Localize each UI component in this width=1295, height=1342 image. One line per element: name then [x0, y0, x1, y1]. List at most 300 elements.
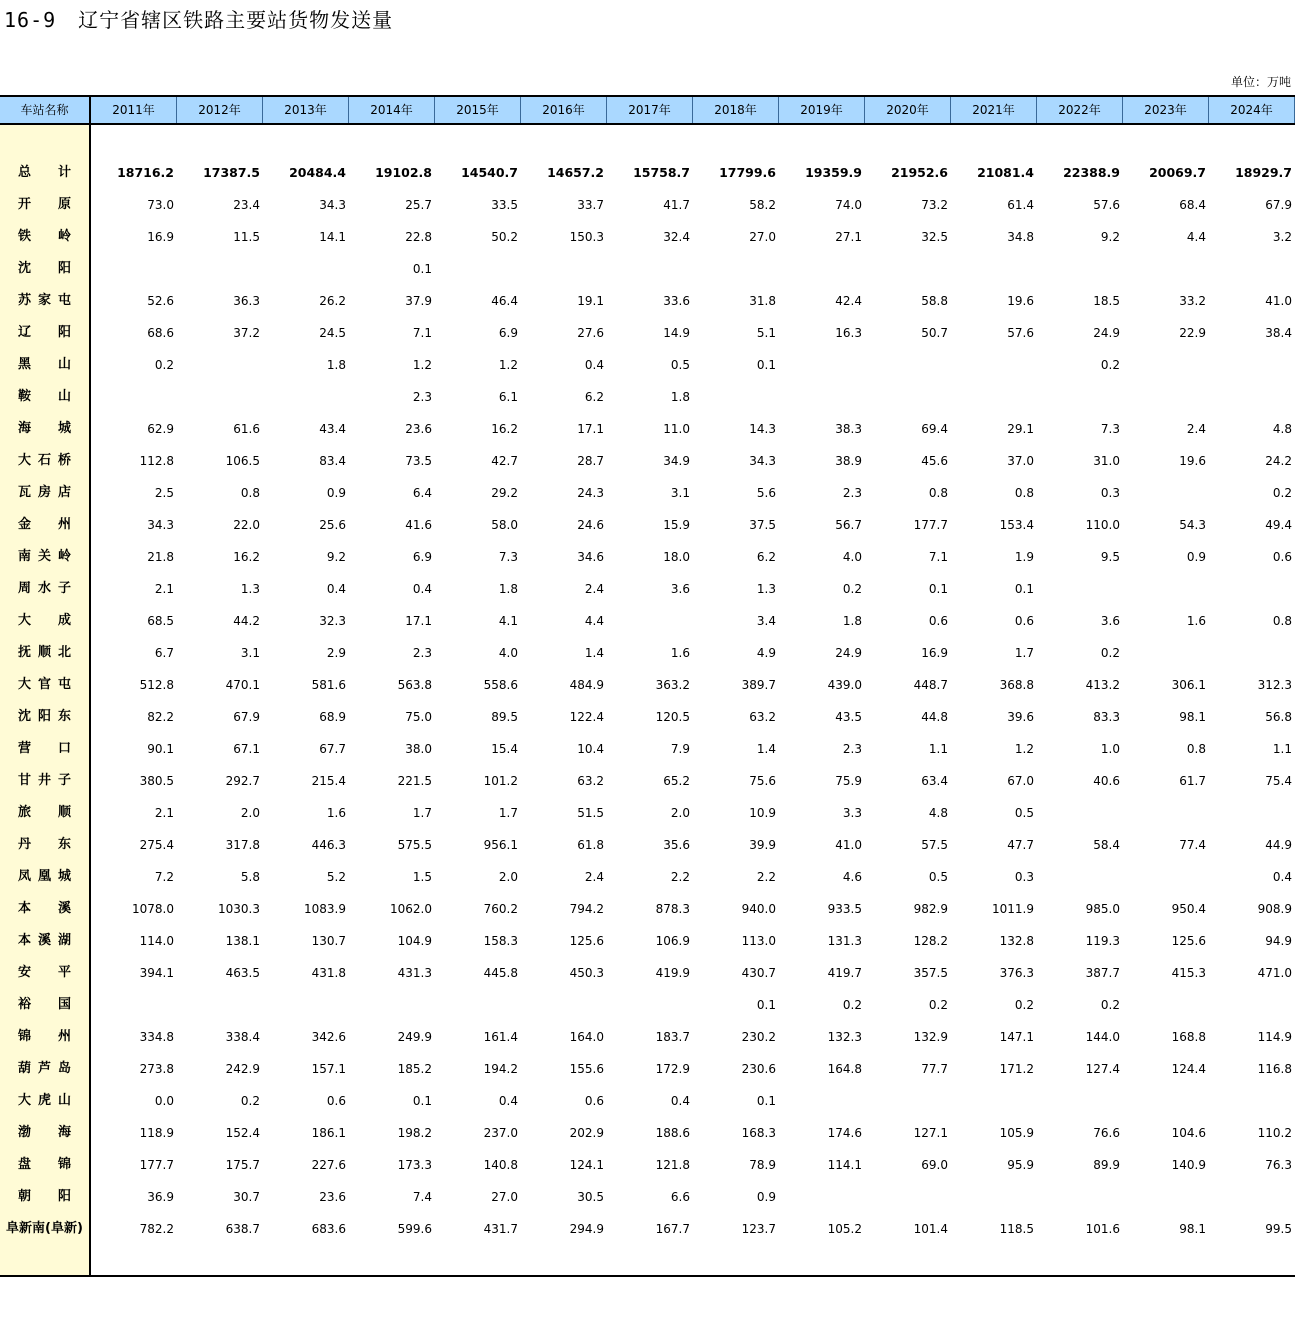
station-name: 铁 岭	[18, 229, 71, 244]
table-cell: 127.4	[1085, 1062, 1120, 1076]
table-cell: 35.6	[663, 838, 690, 852]
table-cell: 1062.0	[390, 902, 432, 916]
table-cell: 152.4	[225, 1126, 260, 1140]
table-cell: 1.3	[756, 582, 776, 596]
table-cell: 61.8	[577, 838, 604, 852]
table-cell: 273.8	[139, 1062, 174, 1076]
table-cell: 6.4	[412, 486, 432, 500]
table-cell: 1.0	[1100, 742, 1120, 756]
table-cell: 0.2	[1100, 998, 1120, 1012]
table-cell: 7.9	[670, 742, 690, 756]
table-cell: 342.6	[311, 1030, 346, 1044]
table-cell: 7.4	[412, 1190, 432, 1204]
table-cell: 9.2	[1100, 230, 1120, 244]
table-cell: 9.5	[1100, 550, 1120, 564]
table-cell: 215.4	[311, 774, 346, 788]
table-cell: 0.2	[1100, 358, 1120, 372]
table-cell: 112.8	[139, 454, 174, 468]
table-cell: 431.3	[397, 966, 432, 980]
table-cell: 128.2	[913, 934, 948, 948]
table-cell: 0.8	[928, 486, 948, 500]
table-row	[0, 285, 1295, 317]
table-cell: 0.8	[1186, 742, 1206, 756]
table-cell: 121.8	[655, 1158, 690, 1172]
table-cell: 194.2	[483, 1062, 518, 1076]
table-cell: 132.3	[827, 1030, 862, 1044]
table-cell: 104.6	[1171, 1126, 1206, 1140]
table-cell: 242.9	[225, 1062, 260, 1076]
table-cell: 36.9	[147, 1190, 174, 1204]
table-cell: 21081.4	[977, 165, 1034, 180]
table-cell: 1.2	[412, 358, 432, 372]
table-cell: 77.4	[1179, 838, 1206, 852]
table-cell: 41.0	[835, 838, 862, 852]
table-cell: 292.7	[225, 774, 260, 788]
table-cell: 164.0	[569, 1030, 604, 1044]
table-cell: 394.1	[139, 966, 174, 980]
table-cell: 6.6	[670, 1190, 690, 1204]
table-cell: 131.3	[827, 934, 862, 948]
table-cell: 158.3	[483, 934, 518, 948]
table-cell	[91, 989, 177, 1021]
table-cell: 0.6	[1272, 550, 1292, 564]
table-cell: 130.7	[311, 934, 346, 948]
table-row	[0, 413, 1295, 445]
table-cell: 16.2	[233, 550, 260, 564]
table-cell: 7.2	[154, 870, 174, 884]
table-cell: 124.1	[569, 1158, 604, 1172]
table-cell: 0.4	[1272, 870, 1292, 884]
table-cell: 41.6	[405, 518, 432, 532]
table-cell: 2.3	[842, 486, 862, 500]
station-name: 裕 国	[18, 997, 71, 1012]
table-cell: 16.2	[491, 422, 518, 436]
table-cell: 27.0	[749, 230, 776, 244]
table-cell: 177.7	[139, 1158, 174, 1172]
table-cell: 357.5	[913, 966, 948, 980]
table-cell: 118.5	[999, 1222, 1034, 1236]
table-cell: 58.4	[1093, 838, 1120, 852]
table-cell: 42.7	[491, 454, 518, 468]
table-cell: 61.4	[1007, 198, 1034, 212]
table-row	[0, 349, 1295, 381]
table-cell	[177, 989, 263, 1021]
table-cell: 19.6	[1007, 294, 1034, 308]
station-name: 周 水 子	[18, 581, 71, 596]
table-cell: 448.7	[913, 678, 948, 692]
table-row	[0, 701, 1295, 733]
station-name: 金 州	[18, 517, 71, 532]
table-cell: 125.6	[569, 934, 604, 948]
table-cell: 950.4	[1171, 902, 1206, 916]
table-cell: 75.9	[835, 774, 862, 788]
table-cell: 445.8	[483, 966, 518, 980]
table-row	[0, 893, 1295, 925]
table-cell: 28.7	[577, 454, 604, 468]
table-cell: 106.5	[225, 454, 260, 468]
table-cell: 20484.4	[289, 165, 346, 180]
table-cell: 10.9	[749, 806, 776, 820]
table-cell	[1037, 1181, 1123, 1213]
table-cell: 5.1	[756, 326, 776, 340]
table-cell: 312.3	[1257, 678, 1292, 692]
table-cell: 1.8	[842, 614, 862, 628]
table-cell: 782.2	[139, 1222, 174, 1236]
table-cell: 4.4	[1186, 230, 1206, 244]
table-cell: 558.6	[483, 678, 518, 692]
table-cell	[1209, 573, 1295, 605]
table-cell: 37.9	[405, 294, 432, 308]
table-cell: 123.7	[741, 1222, 776, 1236]
table-cell: 2.3	[412, 390, 432, 404]
table-cell: 30.7	[233, 1190, 260, 1204]
table-cell	[349, 989, 435, 1021]
table-cell: 75.6	[749, 774, 776, 788]
table-cell: 23.4	[233, 198, 260, 212]
table-cell: 168.3	[741, 1126, 776, 1140]
table-row	[0, 605, 1295, 637]
header-year: 2019年	[779, 97, 865, 123]
table-cell: 0.2	[928, 998, 948, 1012]
table-cell: 51.5	[577, 806, 604, 820]
table-cell: 57.6	[1093, 198, 1120, 212]
table-cell: 67.9	[1265, 198, 1292, 212]
table-cell	[1037, 1085, 1123, 1117]
table-cell: 94.9	[1265, 934, 1292, 948]
table-cell	[435, 989, 521, 1021]
station-name: 阜新南(阜新)	[6, 1221, 83, 1236]
station-name: 大 官 屯	[18, 677, 71, 692]
table-cell: 2.9	[326, 646, 346, 660]
page-title	[4, 4, 393, 33]
table-cell: 7.3	[1100, 422, 1120, 436]
table-cell: 67.9	[233, 710, 260, 724]
table-cell	[693, 253, 779, 285]
table-cell	[91, 381, 177, 413]
table-row	[0, 445, 1295, 477]
table-cell: 0.1	[412, 1094, 432, 1108]
table-cell: 683.6	[311, 1222, 346, 1236]
table-cell	[779, 1181, 865, 1213]
table-cell: 10.4	[577, 742, 604, 756]
header-year: 2015年	[435, 97, 521, 123]
table-cell: 31.0	[1093, 454, 1120, 468]
table-cell: 98.1	[1179, 710, 1206, 724]
table-cell: 6.2	[584, 390, 604, 404]
table-cell: 1078.0	[132, 902, 174, 916]
header-year: 2011年	[91, 97, 177, 123]
table-cell: 34.8	[1007, 230, 1034, 244]
table-cell: 68.9	[319, 710, 346, 724]
table-cell: 599.6	[397, 1222, 432, 1236]
station-name: 本 溪 湖	[18, 933, 71, 948]
table-cell: 116.8	[1257, 1062, 1292, 1076]
table-cell: 0.1	[756, 1094, 776, 1108]
station-name: 沈 阳	[18, 261, 71, 276]
table-cell: 26.2	[319, 294, 346, 308]
table-cell: 41.0	[1265, 294, 1292, 308]
table-cell: 49.4	[1265, 518, 1292, 532]
table-cell: 22388.9	[1063, 165, 1120, 180]
table-cell	[865, 381, 951, 413]
table-cell: 1.3	[240, 582, 260, 596]
table-cell: 2.1	[154, 806, 174, 820]
table-cell: 0.1	[756, 998, 776, 1012]
table-cell: 47.7	[1007, 838, 1034, 852]
table-cell: 1.1	[928, 742, 948, 756]
table-cell: 15758.7	[633, 165, 690, 180]
station-name: 大 成	[18, 613, 71, 628]
table-row	[0, 1053, 1295, 1085]
table-cell: 0.0	[154, 1094, 174, 1108]
table-cell: 61.7	[1179, 774, 1206, 788]
table-cell: 1.7	[1014, 646, 1034, 660]
table-cell: 0.3	[1014, 870, 1034, 884]
table-cell	[779, 253, 865, 285]
table-header	[0, 95, 1295, 125]
table-cell: 42.4	[835, 294, 862, 308]
table-row	[0, 317, 1295, 349]
table-cell: 431.8	[311, 966, 346, 980]
table-cell: 6.9	[412, 550, 432, 564]
table-cell: 132.8	[999, 934, 1034, 948]
header-year: 2017年	[607, 97, 693, 123]
table-cell: 249.9	[397, 1030, 432, 1044]
table-cell	[91, 253, 177, 285]
table-row	[0, 925, 1295, 957]
table-cell: 68.4	[1179, 198, 1206, 212]
table-cell: 153.4	[999, 518, 1034, 532]
table-cell: 65.2	[663, 774, 690, 788]
table-cell: 17387.5	[203, 165, 260, 180]
table-cell: 1.2	[1014, 742, 1034, 756]
table-cell: 0.8	[1272, 614, 1292, 628]
table-cell	[865, 349, 951, 381]
table-cell: 0.2	[1014, 998, 1034, 1012]
table-cell: 63.2	[577, 774, 604, 788]
table-cell: 956.1	[483, 838, 518, 852]
table-cell: 34.9	[663, 454, 690, 468]
table-cell: 120.5	[655, 710, 690, 724]
table-cell: 0.6	[1014, 614, 1034, 628]
table-cell: 0.6	[928, 614, 948, 628]
table-cell: 155.6	[569, 1062, 604, 1076]
table-number: 16-9	[4, 8, 57, 32]
table-cell: 1083.9	[304, 902, 346, 916]
table-cell: 1.7	[498, 806, 518, 820]
table-cell: 15.9	[663, 518, 690, 532]
table-cell: 306.1	[1171, 678, 1206, 692]
table-cell: 0.5	[670, 358, 690, 372]
table-cell: 4.8	[928, 806, 948, 820]
header-year: 2012年	[177, 97, 263, 123]
table-cell: 230.6	[741, 1062, 776, 1076]
table-cell: 471.0	[1257, 966, 1292, 980]
table-cell	[607, 253, 693, 285]
table-cell: 167.7	[655, 1222, 690, 1236]
table-cell: 16.9	[147, 230, 174, 244]
table-cell: 794.2	[569, 902, 604, 916]
station-name: 朝 阳	[18, 1189, 71, 1204]
table-cell: 0.2	[1272, 486, 1292, 500]
table-cell: 760.2	[483, 902, 518, 916]
table-cell: 34.3	[319, 198, 346, 212]
table-cell: 18716.2	[117, 165, 174, 180]
table-row	[0, 477, 1295, 509]
table-cell: 140.8	[483, 1158, 518, 1172]
table-cell: 0.5	[1014, 806, 1034, 820]
table-cell: 0.4	[670, 1094, 690, 1108]
table-row	[0, 669, 1295, 701]
table-cell	[263, 253, 349, 285]
table-cell: 83.3	[1093, 710, 1120, 724]
table-cell: 17.1	[577, 422, 604, 436]
table-cell: 39.9	[749, 838, 776, 852]
table-cell: 2.1	[154, 582, 174, 596]
table-cell: 75.0	[405, 710, 432, 724]
table-cell: 413.2	[1085, 678, 1120, 692]
table-cell: 0.6	[326, 1094, 346, 1108]
table-cell: 1030.3	[218, 902, 260, 916]
table-cell: 6.7	[154, 646, 174, 660]
table-cell: 101.4	[913, 1222, 948, 1236]
table-cell: 171.2	[999, 1062, 1034, 1076]
table-cell	[1123, 1181, 1209, 1213]
station-name: 凤 凰 城	[18, 869, 71, 884]
table-cell: 415.3	[1171, 966, 1206, 980]
table-cell: 22.8	[405, 230, 432, 244]
table-cell: 9.2	[326, 550, 346, 564]
table-cell: 439.0	[827, 678, 862, 692]
table-cell: 3.6	[670, 582, 690, 596]
table-cell: 74.0	[835, 198, 862, 212]
station-name: 大 虎 山	[18, 1093, 71, 1108]
table-cell: 33.7	[577, 198, 604, 212]
header-year: 2022年	[1037, 97, 1123, 123]
table-cell: 25.6	[319, 518, 346, 532]
table-cell: 431.7	[483, 1222, 518, 1236]
table-cell: 32.5	[921, 230, 948, 244]
table-cell: 19102.8	[375, 165, 432, 180]
table-cell: 21952.6	[891, 165, 948, 180]
table-cell: 44.2	[233, 614, 260, 628]
table-cell	[1123, 637, 1209, 669]
station-name: 苏 家 屯	[18, 293, 71, 308]
table-cell	[607, 605, 693, 637]
table-cell	[1037, 381, 1123, 413]
table-cell: 38.0	[405, 742, 432, 756]
table-cell: 50.2	[491, 230, 518, 244]
table-cell: 188.6	[655, 1126, 690, 1140]
table-cell: 11.0	[663, 422, 690, 436]
table-cell: 221.5	[397, 774, 432, 788]
table-cell: 2.4	[584, 582, 604, 596]
table-cell: 101.2	[483, 774, 518, 788]
table-cell: 1011.9	[992, 902, 1034, 916]
table-cell: 7.1	[928, 550, 948, 564]
table-cell: 16.9	[921, 646, 948, 660]
table-row	[0, 733, 1295, 765]
table-cell: 105.2	[827, 1222, 862, 1236]
table-cell: 2.2	[756, 870, 776, 884]
table-cell: 174.6	[827, 1126, 862, 1140]
table-cell: 77.7	[921, 1062, 948, 1076]
station-name: 海 城	[18, 421, 71, 436]
table-cell: 82.2	[147, 710, 174, 724]
table-cell: 38.9	[835, 454, 862, 468]
table-cell: 1.6	[670, 646, 690, 660]
table-cell: 0.4	[584, 358, 604, 372]
table-cell	[693, 381, 779, 413]
table-cell: 63.4	[921, 774, 948, 788]
table-cell: 75.4	[1265, 774, 1292, 788]
table-cell: 227.6	[311, 1158, 346, 1172]
table-cell: 33.6	[663, 294, 690, 308]
table-cell: 164.8	[827, 1062, 862, 1076]
header-year: 2018年	[693, 97, 779, 123]
table-cell: 132.9	[913, 1030, 948, 1044]
table-cell: 484.9	[569, 678, 604, 692]
table-cell: 150.3	[569, 230, 604, 244]
station-name: 大 石 桥	[18, 453, 71, 468]
header-year: 2020年	[865, 97, 951, 123]
table-cell: 27.1	[835, 230, 862, 244]
table-cell: 2.3	[412, 646, 432, 660]
table-cell: 419.7	[827, 966, 862, 980]
table-cell: 380.5	[139, 774, 174, 788]
table-cell: 33.5	[491, 198, 518, 212]
table-cell: 4.6	[842, 870, 862, 884]
table-row	[0, 989, 1295, 1021]
table-title: 辽宁省辖区铁路主要站货物发送量	[78, 8, 394, 32]
table-cell: 68.6	[147, 326, 174, 340]
table-cell: 147.1	[999, 1030, 1034, 1044]
table-cell: 29.1	[1007, 422, 1034, 436]
table-cell: 334.8	[139, 1030, 174, 1044]
table-row	[0, 797, 1295, 829]
table-cell: 6.1	[498, 390, 518, 404]
table-row	[0, 573, 1295, 605]
table-cell: 19359.9	[805, 165, 862, 180]
table-cell: 99.5	[1265, 1222, 1292, 1236]
table-cell: 0.1	[756, 358, 776, 372]
table-cell: 3.1	[240, 646, 260, 660]
table-cell: 3.6	[1100, 614, 1120, 628]
table-cell: 1.5	[412, 870, 432, 884]
table-row	[0, 1085, 1295, 1117]
table-cell: 20069.7	[1149, 165, 1206, 180]
table-cell: 0.9	[1186, 550, 1206, 564]
station-name: 辽 阳	[18, 325, 71, 340]
table-cell: 14.9	[663, 326, 690, 340]
table-cell: 24.6	[577, 518, 604, 532]
station-name: 葫 芦 岛	[18, 1061, 71, 1076]
table-cell	[779, 1085, 865, 1117]
table-cell: 21.8	[147, 550, 174, 564]
table-cell	[951, 349, 1037, 381]
table-cell: 19.1	[577, 294, 604, 308]
table-cell: 50.7	[921, 326, 948, 340]
table-cell	[1037, 861, 1123, 893]
table-cell: 105.9	[999, 1126, 1034, 1140]
table-cell: 198.2	[397, 1126, 432, 1140]
table-cell: 1.4	[756, 742, 776, 756]
station-name: 黑 山	[18, 357, 71, 372]
table-cell: 430.7	[741, 966, 776, 980]
table-cell: 46.4	[491, 294, 518, 308]
station-name: 本 溪	[18, 901, 71, 916]
station-name: 锦 州	[18, 1029, 71, 1044]
